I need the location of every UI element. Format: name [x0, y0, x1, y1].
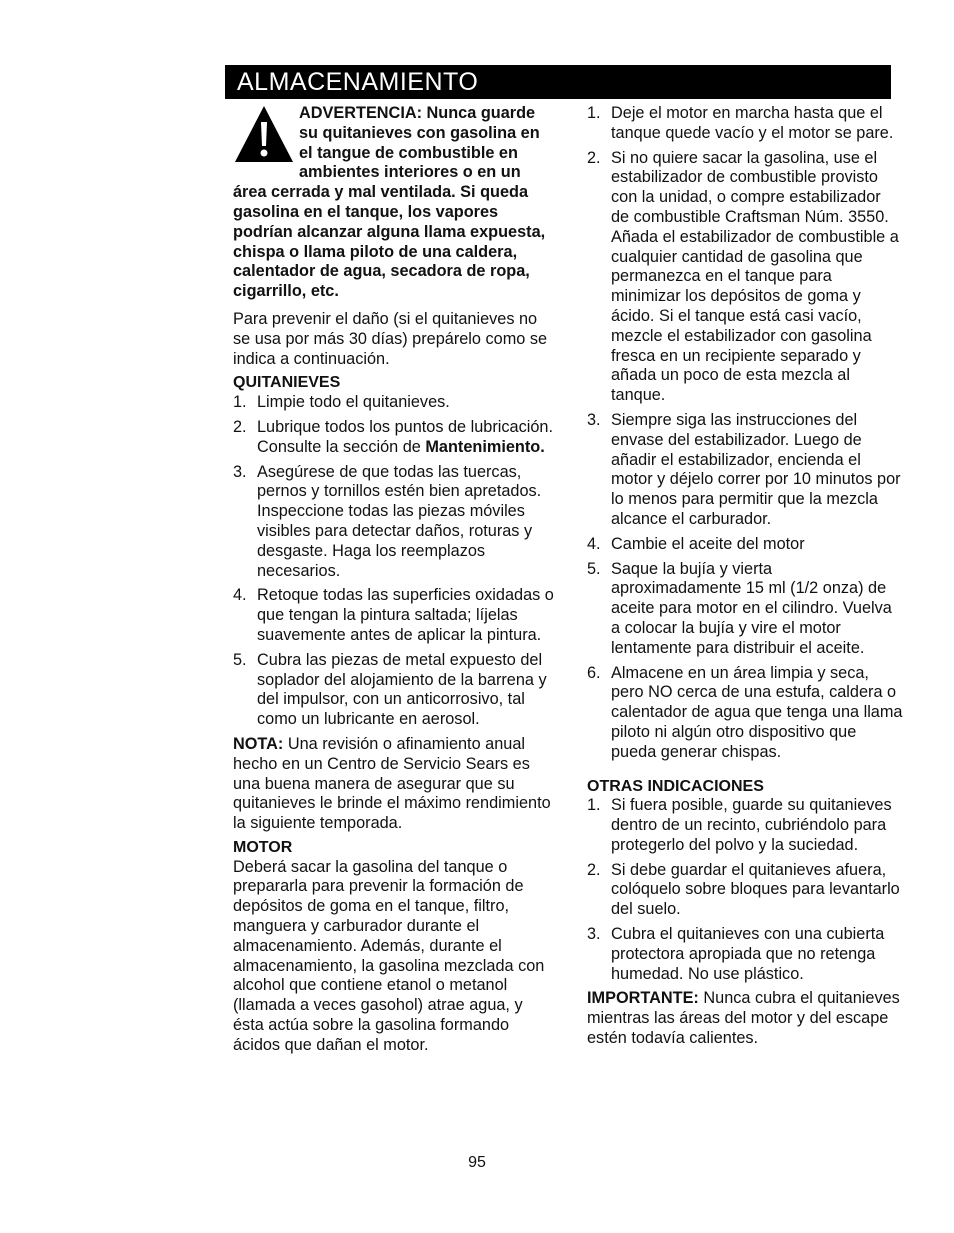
quitanieves-heading: QUITANIEVES	[233, 374, 341, 392]
list-item: 4. Retoque todas las superficies oxidadas o que tengan la pintura saltada; líjelas suavemente antes de aplicar la pintura.	[233, 586, 554, 644]
list-item: 1. Limpie todo el quitanieves.	[233, 393, 450, 412]
importante-paragraph	[587, 989, 903, 1048]
list-item: 2. Si no quiere sacar la gasolina, use el estabilizador de combustible provisto con la unidad, o compre estabilizador de combustible Craftsman Núm. 3550. Añada el estabilizador de combustible a cualquier cantidad de gasolina que permanezca en el tanque para minimizar los depósitos de goma y ácido. Si el tanque está casi vacío, mezcle el estabilizador con gasolina fresca en un recipiente separado y añada un poco de esta mezcla al tanque.	[587, 148, 899, 405]
list-item: 1. Si fuera posible, guarde su quitanieves dentro de un recinto, cubriéndolo para protegerlo del polvo y la suciedad.	[587, 796, 892, 854]
quitanieves-list	[233, 393, 555, 730]
otras-indicaciones-heading: OTRAS INDICACIONES	[587, 777, 764, 795]
otras-indicaciones-list	[587, 796, 903, 984]
list-item: 5. Cubra las piezas de metal expuesto del soplador del alojamiento de la barrena y del impulsor, con un anticorrosivo, tal como un lubricante en aerosol.	[233, 650, 547, 729]
section-banner	[225, 65, 891, 99]
left-column	[233, 104, 555, 1060]
list-item: 1. Deje el motor en marcha hasta que el tanque quede vacío y el motor se pare.	[587, 104, 894, 142]
list-item: 3. Asegúrese de que todas las tuercas, pernos y tornillos estén bien apretados. Inspeccione todas las piezas móviles visibles para detectar daños, roturas y desgaste. Haga los reemplazos necesarios.	[233, 462, 542, 580]
list-item: 6. Almacene en un área limpia y seca, pero NO cerca de una estufa, caldera o calentador de agua que tenga una llama piloto ni algún otro dispositivo que pueda generar chispas.	[587, 663, 903, 761]
intro-paragraph: Para prevenir el daño (si el quitanieves no se usa por más 30 días) prepárelo como se indica a continuación.	[233, 309, 548, 368]
list-item: 4. Cambie el aceite del motor	[587, 534, 805, 553]
motor-steps-list	[587, 104, 903, 763]
list-item: 5. Saque la bujía y vierta aproximadamente 15 ml (1/2 onza) de aceite para motor en el cilindro. Vuelva a colocar la bujía y vire el motor lentamente para distribuir el aceite.	[587, 559, 892, 657]
list-item: 2. Si debe guardar el quitanieves afuera, colóquelo sobre bloques para levantarlo del suelo.	[587, 860, 900, 919]
list-item: 3. Cubra el quitanieves con una cubierta protectora apropiada que no retenga humedad. No use plástico.	[587, 925, 885, 983]
list-item: 2. Lubrique todos los puntos de lubricación. Consulte la sección de Mantenimiento.	[233, 417, 553, 456]
warning-text: ADVERTENCIA: Nunca guarde su quitanieves con gasolina en el tangue de combustible en ambientes interiores o en un área cerrada y mal ventilada. Si queda gasolina en el tanque, los vapores podrían alcanzar alguna llama expuesta, chispa o llama piloto de una caldera, calentador de agua, secadora de ropa, cigarrillo, etc.	[233, 104, 546, 301]
maintenance-reference: Mantenimiento.	[425, 437, 545, 456]
section-title: ALMACENAMIENTO	[237, 67, 479, 96]
importante-label: IMPORTANTE:	[587, 989, 699, 1008]
warning-triangle-icon	[233, 104, 295, 164]
warning-block	[233, 104, 555, 302]
nota-label: NOTA:	[233, 734, 284, 753]
importante-text: Nunca cubra el quitanieves mientras las áreas del motor y del escape estén todavía calientes.	[587, 989, 900, 1048]
list-item: 3. Siempre siga las instrucciones del envase del estabilizador. Luego de añadir el estabilizador, encienda el motor y déjelo correr por 10 minutos por lo menos para permitir que la mezcla alcance el carburador.	[587, 410, 901, 528]
nota-paragraph	[233, 735, 555, 834]
motor-heading: MOTOR	[233, 838, 293, 856]
page-number: 95	[468, 1154, 486, 1171]
nota-text: Una revisión o afinamiento anual hecho en un Centro de Servicio Sears es una buena manera de asegurar que su quitanieves le brinde el máximo rendimiento la siguiente temporada.	[233, 734, 551, 833]
motor-paragraph: Deberá sacar la gasolina del tanque o prepararla para prevenir la formación de depósitos de goma en el tanque, filtro, manguera y carburador durante el almacenamiento. Además, durante el almacenamiento, la gasolina mezclada con alcohol que contiene etanol o metanol (llamada a veces gasohol) atrae agua, y ésta actúa sobre la gasolina formando ácidos que dañan el motor.	[233, 857, 545, 1054]
right-column	[587, 104, 903, 1053]
